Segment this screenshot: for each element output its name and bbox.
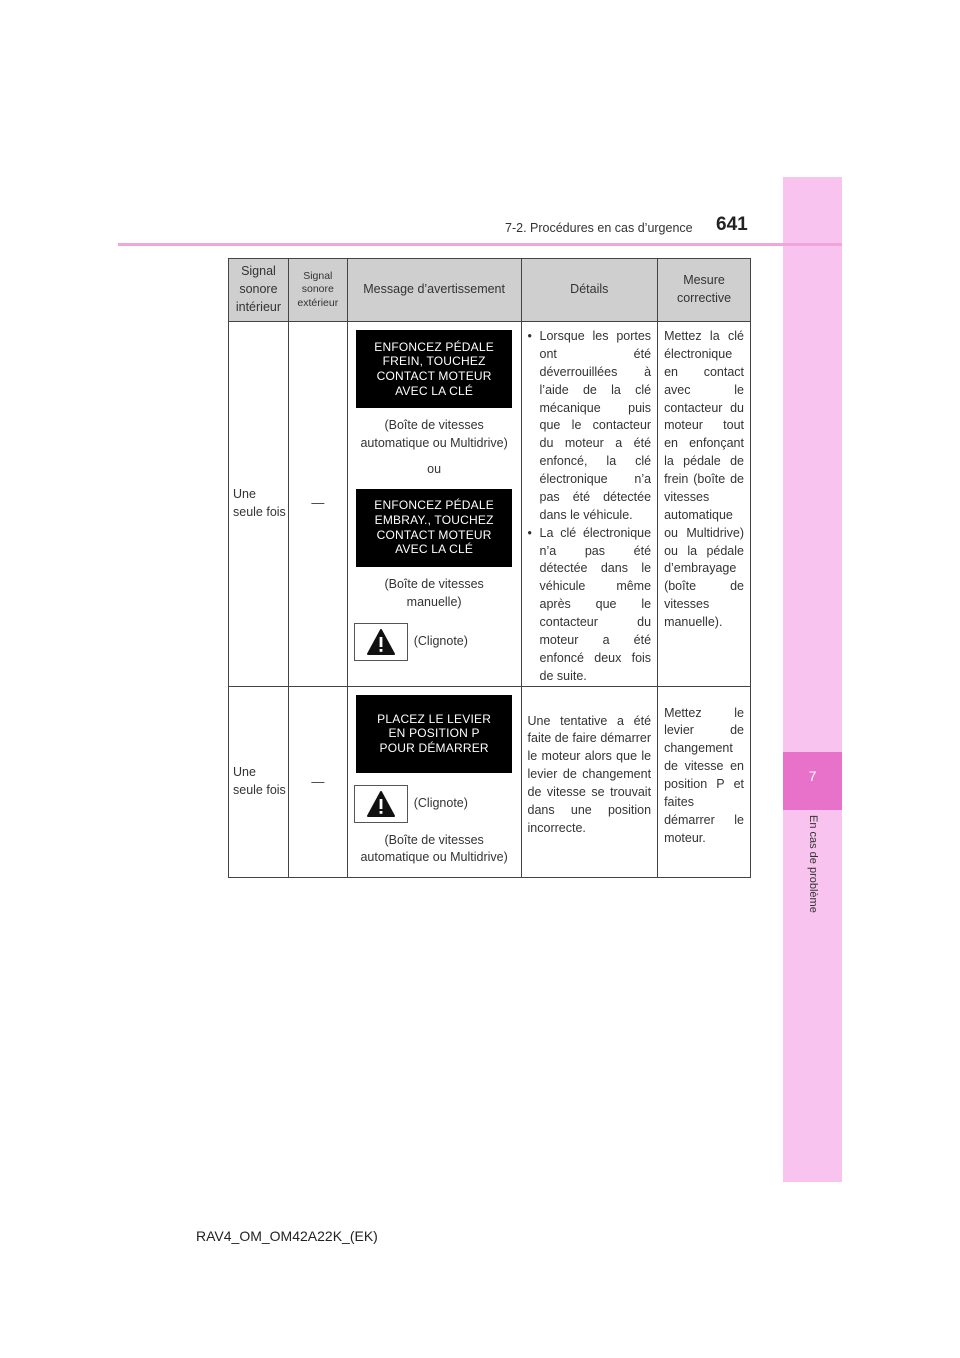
- header-corrective-action: Mesure corrective: [658, 259, 751, 322]
- interior-signal-cell: Une seule fois: [229, 322, 289, 687]
- header-rule: [118, 243, 842, 246]
- table-header-row: [229, 259, 751, 322]
- caption-automatic: (Boîte de vitesses automatique ou Multidrive): [360, 418, 508, 450]
- page-number: 641: [716, 214, 748, 235]
- caption-automatic: (Boîte de vitesses automatique ou Multidrive): [360, 832, 508, 865]
- warning-message-cell: [347, 322, 521, 687]
- screen-line: PLACEZ LE LEVIER: [377, 711, 492, 726]
- detail-item: • Lorsque les portes ont été déverrouillées à l’aide de la clé mécanique puis que le contacteur du moteur a été enfoncé, la clé électronique n’a pas été détectée dans le véhicule.: [528, 328, 652, 525]
- table-row: [229, 686, 751, 878]
- details-cell: [521, 322, 658, 687]
- warning-message-table: [228, 258, 751, 878]
- exterior-signal-cell: —: [288, 322, 347, 687]
- chapter-number: 7: [808, 768, 817, 784]
- header-interior-signal: Signal sonore intérieur: [229, 259, 289, 322]
- screen-line: EMBRAY., TOUCHEZ: [374, 513, 494, 527]
- screen-line: ENFONCEZ PÉDALE: [374, 498, 494, 513]
- header-details: Détails: [521, 259, 658, 322]
- screen-line: FREIN, TOUCHEZ: [382, 354, 486, 369]
- interior-signal-cell: Une seule fois: [229, 686, 289, 878]
- screen-line: CONTACT MOTEUR: [376, 527, 492, 542]
- screen-line: ENFONCEZ PÉDALE: [374, 339, 494, 354]
- warning-message-cell: [347, 686, 521, 878]
- warning-triangle-icon: [354, 623, 408, 661]
- corrective-action-cell: Mettez la clé électronique en contact avec le contacteur du moteur tout en enfonçant la pédale de frein (boîte de vitesses automatique ou Multidrive) ou la pédale d’embrayage (boîte de vitesses manuelle).: [658, 322, 751, 687]
- blinking-label: (Clignote): [413, 634, 468, 649]
- warning-indicator: [354, 785, 521, 823]
- screen-line: CONTACT MOTEUR: [376, 369, 492, 383]
- display-screen-shift-p: [356, 695, 512, 773]
- corrective-action-cell: Mettez le levier de changement de vitesse en position P et faites démarrer le moteur.: [658, 686, 751, 878]
- screen-line: AVEC LA CLÉ: [395, 383, 474, 398]
- screen-line: POUR DÉMARRER: [379, 740, 489, 755]
- display-screen-clutch: [356, 489, 512, 567]
- detail-item: • La clé électronique n’a pas été détectée dans le véhicule même après que le contacteur du moteur a été enfoncé deux fois de suite.: [528, 525, 652, 686]
- header-warning-message: Message d’avertissement: [347, 259, 521, 322]
- warning-triangle-icon: [354, 785, 408, 823]
- section-title: 7-2. Procédures en cas d’urgence: [505, 221, 693, 235]
- screen-line: EN POSITION P: [388, 726, 480, 741]
- exterior-signal-cell: —: [288, 686, 347, 878]
- blinking-label: (Clignote): [413, 795, 468, 810]
- table-row: [229, 322, 751, 687]
- or-separator: ou: [427, 461, 442, 476]
- document-code: RAV4_OM_OM42A22K_(EK): [196, 1228, 378, 1244]
- warning-indicator: [354, 623, 521, 661]
- details-cell: Une tentative a été faite de faire démarrer le moteur alors que le levier de changement de vitesse se trouvait dans une position incorrecte.: [521, 686, 658, 878]
- chapter-title: En cas de problème: [807, 815, 819, 913]
- screen-line: AVEC LA CLÉ: [395, 542, 474, 557]
- caption-manual: (Boîte de vitesses manuelle): [384, 576, 484, 609]
- chapter-side-tab: [783, 177, 842, 1182]
- header-exterior-signal: Signal sonore extérieur: [288, 259, 347, 322]
- display-screen-brake: [356, 330, 512, 408]
